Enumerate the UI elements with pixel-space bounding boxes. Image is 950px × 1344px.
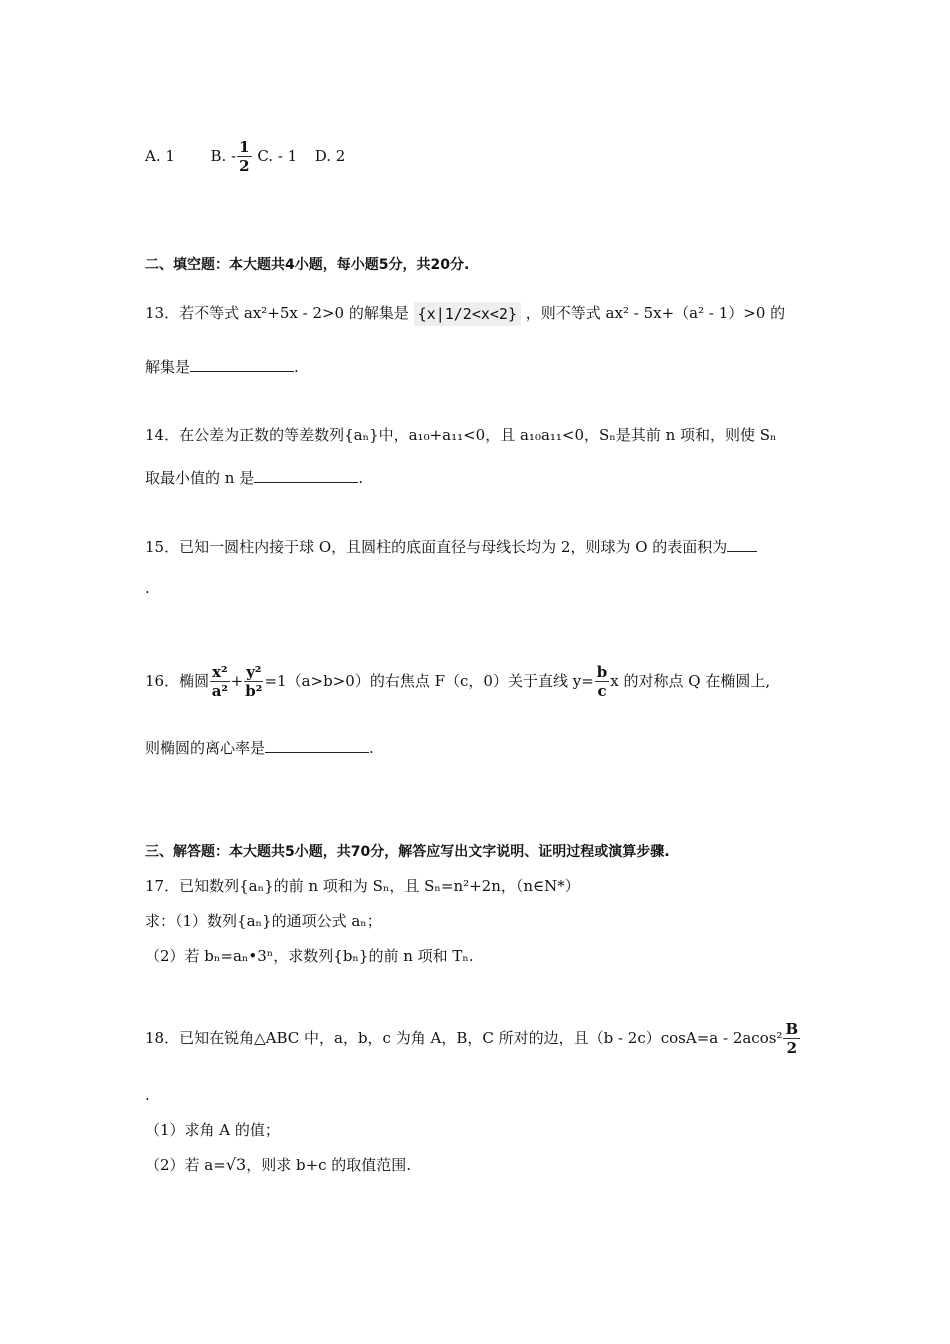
q16-prefix: 16．椭圆 — [145, 672, 210, 690]
section3-heading: 三、解答题：本大题共5小题，共70分，解答应写出文字说明、证明过程或演算步骤. — [145, 844, 670, 860]
q14-line1: 14．在公差为正数的等差数列{aₙ}中，a₁₀+a₁₁<0，且 a₁₀a₁₁<0，Sₙ是其前 n 项和，则使 Sₙ — [145, 426, 777, 444]
q16-line2: 则椭圆的离心率是 . — [145, 739, 374, 757]
q13-line1 — [145, 302, 785, 326]
option-b-fraction: $\frac{1}{2}$ — [239, 138, 250, 175]
answer-blank — [727, 537, 757, 552]
q16-line1: 16．椭圆 $\frac{\text{x²}}{\text{a²}}$ + $\frac{\text{y²}}{\text{b²}}$ =1（a>b>0）的右焦点 F（c，0）关于直线 y= $\frac{b}{c}$ x 的对称点 Q 在椭圆上, — [145, 663, 771, 700]
q14-prompt: 取最小值的 n 是 — [145, 469, 255, 487]
answer-blank — [265, 738, 369, 753]
b-over-c: $\frac{b}{c}$ — [596, 663, 608, 700]
q18-line3: （1）求角 A 的值； — [145, 1121, 280, 1139]
option-b-prefix: B. - — [210, 147, 237, 165]
q13-line2: 解集是 . — [145, 358, 299, 376]
q15-line1 — [145, 537, 757, 557]
q15-line2: . — [145, 579, 150, 597]
q18-text: 18．已知在锐角△ABC 中，a，b，c 为角 A，B，C 所对的边，且（b - 2c）cosA=a - 2acos² — [145, 1029, 783, 1047]
q17-line3: （2）若 bₙ=aₙ•3ⁿ，求数列{bₙ}的前 n 项和 Tₙ. — [145, 947, 474, 965]
q18-part2-prefix: （2）若 a= — [145, 1156, 226, 1174]
q17-line2: 求：（1）数列{aₙ}的通项公式 aₙ； — [145, 912, 382, 930]
q13-prompt: 解集是 — [145, 358, 191, 376]
section2-heading: 二、填空题：本大题共4小题，每小题5分，共20分. — [145, 257, 470, 273]
b-over-2: $\frac{B}{2}$ — [785, 1020, 799, 1057]
sqrt-three: √3 — [225, 1155, 247, 1174]
q13-text: 13．若不等式 ax²+5x - 2>0 的解集是 — [145, 304, 409, 322]
y-squared-over-b-squared: $\frac{\text{y²}}{\text{b²}}$ — [245, 663, 263, 700]
x-squared-over-a-squared: $\frac{\text{x²}}{\text{a²}}$ — [211, 663, 228, 700]
q18-line2: . — [145, 1086, 150, 1104]
q16-mid: =1（a>b>0）的右焦点 F（c，0）关于直线 y= — [264, 672, 594, 690]
option-a: A. 1 — [145, 147, 175, 165]
option-c: C. - 1 — [257, 147, 298, 165]
q18-line4 — [145, 1155, 411, 1175]
q16-prompt: 则椭圆的离心率是 — [145, 739, 266, 757]
answer-blank — [190, 357, 294, 372]
q17-line1: 17．已知数列{aₙ}的前 n 项和为 Sₙ，且 Sₙ=n²+2n，（n∈N*） — [145, 877, 580, 895]
q18-part2-suffix: ，则求 b+c 的取值范围. — [246, 1156, 412, 1174]
q18-line1 — [145, 1016, 801, 1060]
answer-blank — [254, 468, 358, 483]
q15-text: 15．已知一圆柱内接于球 O，且圆柱的底面直径与母线长均为 2，则球为 O 的表面积为 — [145, 538, 728, 556]
solution-set-image: {x|1/2<x<2} — [414, 302, 521, 326]
q14-line2: 取最小值的 n 是 . — [145, 469, 363, 487]
q16-suffix: x 的对称点 Q 在椭圆上, — [610, 672, 771, 690]
q13-text-tail: ，则不等式 ax² - 5x+（a² - 1）>0 的 — [525, 304, 786, 322]
option-d: D. 2 — [314, 147, 346, 165]
q12-options — [145, 140, 345, 174]
